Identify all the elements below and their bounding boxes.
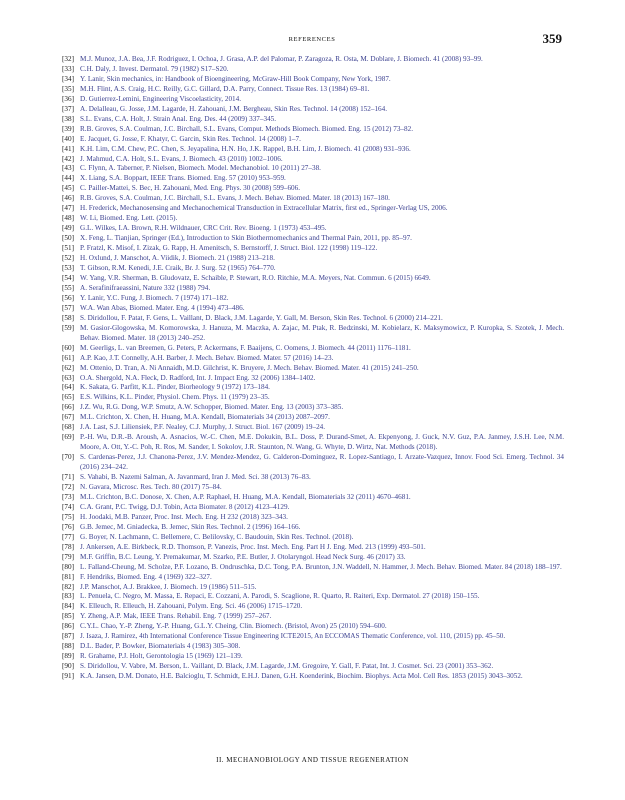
reference-citation-link[interactable]: O.A. Shergold, N.A. Fleck, D. Radford, Int. J. Impact Eng. 32 (2006) 1384–1402. bbox=[80, 373, 316, 382]
reference-number: [54] bbox=[62, 273, 74, 282]
reference-item bbox=[62, 65, 564, 75]
reference-number: [36] bbox=[62, 94, 74, 103]
reference-number: [72] bbox=[62, 482, 74, 491]
reference-item bbox=[62, 374, 564, 384]
reference-number: [87] bbox=[62, 632, 74, 641]
reference-citation-link[interactable]: R.B. Groves, S.A. Coulman, J.C. Birchall, S.L. Evans, Comput. Methods Biomech. Biomed. Eng. 15 (2012) 73–82. bbox=[80, 124, 414, 133]
reference-number: [47] bbox=[62, 204, 74, 213]
reference-item bbox=[62, 244, 564, 254]
reference-citation-link[interactable]: X. Feng, L. Tianjian, Springer (Ed.), Introduction to Skin Biothermomechanics and Thermal Pain, 2011, pp. 85–97. bbox=[80, 234, 412, 243]
reference-item bbox=[62, 493, 564, 503]
reference-number: [62] bbox=[62, 363, 74, 372]
reference-item bbox=[62, 344, 564, 354]
reference-citation-link[interactable]: Y. Zheng, A.P. Mak, IEEE Trans. Rehabil. Eng. 7 (1999) 257–267. bbox=[80, 612, 272, 621]
reference-citation-link[interactable]: M.H. Flint, A.S. Craig, H.C. Reilly, G.C. Gillard, D.A. Parry, Connect. Tissue Res. 13 (1984) 69–81. bbox=[80, 84, 370, 93]
reference-number: [70] bbox=[62, 453, 74, 462]
reference-item bbox=[62, 224, 564, 234]
reference-number: [58] bbox=[62, 313, 74, 322]
reference-citation-link[interactable]: A.P. Kao, J.T. Connelly, A.H. Barber, J. Mech. Behav. Biomed. Mater. 57 (2016) 14–23. bbox=[80, 353, 334, 362]
reference-number: [33] bbox=[62, 64, 74, 73]
reference-citation-link[interactable]: G.B. Jemec, M. Gniadecka, B. Jemec, Skin Res. Technol. 2 (1996) 164–166. bbox=[80, 522, 301, 531]
reference-number: [88] bbox=[62, 642, 74, 651]
reference-citation-link[interactable]: C.H. Daly, J. Invest. Dermatol. 79 (1982) S17–S20. bbox=[80, 64, 229, 73]
reference-number: [44] bbox=[62, 174, 74, 183]
reference-number: [51] bbox=[62, 244, 74, 253]
reference-number: [64] bbox=[62, 383, 74, 392]
reference-number: [83] bbox=[62, 592, 74, 601]
reference-item bbox=[62, 314, 564, 324]
reference-item bbox=[62, 543, 564, 553]
reference-citation-link[interactable]: C.Y.L. Chao, Y.-P. Zheng, Y.-P. Huang, G.L.Y. Cheing, Clin. Biomech. (Bristol, Avon) 25 (2010) 594–600. bbox=[80, 622, 387, 631]
reference-item bbox=[62, 652, 564, 662]
running-title: REFERENCES bbox=[288, 36, 336, 43]
reference-number: [55] bbox=[62, 283, 74, 292]
reference-citation-link[interactable]: T. Gibson, R.M. Kenedi, J.E. Craik, Br. J. Surg. 52 (1965) 764–770. bbox=[80, 264, 276, 273]
reference-citation-link[interactable]: C. Flynn, A. Taberner, P. Nielsen, Biomech. Model. Mechanobiol. 10 (2011) 27–38. bbox=[80, 164, 321, 173]
reference-number: [60] bbox=[62, 343, 74, 352]
reference-item bbox=[62, 284, 564, 294]
reference-number: [67] bbox=[62, 413, 74, 422]
reference-number: [46] bbox=[62, 194, 74, 203]
reference-item bbox=[62, 145, 564, 155]
reference-number: [74] bbox=[62, 502, 74, 511]
reference-number: [56] bbox=[62, 293, 74, 302]
reference-item bbox=[62, 55, 564, 65]
reference-number: [59] bbox=[62, 323, 74, 332]
reference-item bbox=[62, 155, 564, 165]
reference-item bbox=[62, 533, 564, 543]
reference-citation-link[interactable]: M.L. Crichton, B.C. Donose, X. Chen, A.P. Raphael, H. Huang, M.A. Kendall, Biomaterials 32 (2011) 4670–4681. bbox=[80, 492, 411, 501]
reference-item bbox=[62, 473, 564, 483]
reference-citation-link[interactable]: D. Gutierrez-Lemini, Engineering Viscoelasticity, 2014. bbox=[80, 94, 242, 103]
reference-citation-link[interactable]: J. Ankersen, A.E. Birkbeck, R.D. Thomson, P. Vanezis, Proc. Inst. Mech. Eng. Part H J. Eng. Med. 213 (1999) 493–501. bbox=[80, 542, 426, 551]
reference-citation-link[interactable]: M.L. Crichton, X. Chen, H. Huang, M.A. Kendall, Biomaterials 34 (2013) 2087–2097. bbox=[80, 413, 330, 422]
reference-citation-link[interactable]: E.S. Wilkins, K.L. Pinder, Physiol. Chem. Phys. 11 (1979) 23–35. bbox=[80, 393, 270, 402]
reference-item bbox=[62, 75, 564, 85]
reference-number: [49] bbox=[62, 224, 74, 233]
reference-number: [86] bbox=[62, 622, 74, 631]
reference-citation-link[interactable]: S. Diridollou, F. Patat, F. Gens, L. Vaillant, D. Black, J.M. Lagarde, Y. Gall, M. Berson, Skin Res. Technol. 6 (2000) 214–221. bbox=[80, 313, 443, 322]
reference-citation-link[interactable]: M. Ottenio, D. Tran, A. Ni Annaidh, M.D. Gilchrist, K. Bruyere, J. Mech. Behav. Biomed. Mater. 41 (2015) 241–250. bbox=[80, 363, 419, 372]
reference-citation-link[interactable]: N. Gavara, Microsc. Res. Tech. 80 (2017) 75–84. bbox=[80, 482, 222, 491]
reference-item bbox=[62, 184, 564, 194]
reference-number: [68] bbox=[62, 423, 74, 432]
reference-item bbox=[62, 324, 564, 344]
reference-citation-link[interactable]: A. Delalleau, G. Josse, J.M. Lagarde, H. Zahouani, J.M. Bergheau, Skin Res. Technol. 14 (2008) 152–164. bbox=[80, 104, 388, 113]
reference-item bbox=[62, 125, 564, 135]
reference-item bbox=[62, 453, 564, 473]
reference-citation-link[interactable]: K.A. Jansen, D.M. Donato, H.E. Balcioglu, T. Schmidt, E.H.J. Danen, G.H. Koenderink, Biochim. Biophys. Acta Mol. Cell Res. 1853 (2015) 3043–3052. bbox=[80, 672, 523, 681]
reference-number: [69] bbox=[62, 433, 74, 442]
reference-item bbox=[62, 672, 564, 682]
reference-item bbox=[62, 592, 564, 602]
reference-number: [41] bbox=[62, 144, 74, 153]
reference-item bbox=[62, 294, 564, 304]
reference-citation-link[interactable]: M.F. Griffin, B.C. Leung, Y. Premakumar, M. Szarko, P.E. Butler, J. Otolaryngol. Head Neck Surg. 46 (2017) 33. bbox=[80, 552, 406, 561]
reference-citation-link[interactable]: G.L. Wilkes, I.A. Brown, R.H. Wildnauer, CRC Crit. Rev. Bioeng. 1 (1973) 453–495. bbox=[80, 224, 327, 233]
reference-citation-link[interactable]: R. Grahame, P.J. Holt, Gerontologia 15 (1969) 121–139. bbox=[80, 652, 243, 661]
reference-item bbox=[62, 174, 564, 184]
reference-number: [66] bbox=[62, 403, 74, 412]
reference-citation-link[interactable]: C.A. Grant, P.C. Twigg, D.J. Tobin, Acta Biomater. 8 (2012) 4123–4129. bbox=[80, 502, 290, 511]
reference-citation-link[interactable]: Y. Lanir, Y.C. Fung, J. Biomech. 7 (1974) 171–182. bbox=[80, 293, 229, 302]
reference-citation-link[interactable]: E. Jacquet, G. Josse, F. Khatyr, C. Garcin, Skin Res. Technol. 14 (2008) 1–7. bbox=[80, 134, 301, 143]
reference-item bbox=[62, 95, 564, 105]
reference-number: [39] bbox=[62, 124, 74, 133]
reference-citation-link[interactable]: S. Diridollou, V. Vabre, M. Berson, L. Vaillant, D. Black, J.M. Lagarde, J.M. Gregoire, Y. Gall, F. Patat, Int. J. Cosmet. Sci. 23 (2001) 353–362. bbox=[80, 662, 494, 671]
reference-citation-link[interactable]: H. Joodaki, M.B. Panzer, Proc. Inst. Mech. Eng. H 232 (2018) 323–343. bbox=[80, 512, 288, 521]
reference-number: [81] bbox=[62, 572, 74, 581]
reference-number: [89] bbox=[62, 652, 74, 661]
reference-citation-link[interactable]: J. Isaza, J. Ramirez, 4th International Conference Tissue Engineering ICTE2015, An ECCOMAS Thematic Conference, vol. 110, (2015) pp. 45–50. bbox=[80, 632, 506, 641]
reference-number: [43] bbox=[62, 164, 74, 173]
reference-citation-link[interactable]: J. Mahmud, C.A. Holt, S.L. Evans, J. Biomech. 43 (2010) 1002–1006. bbox=[80, 154, 283, 163]
reference-number: [35] bbox=[62, 84, 74, 93]
reference-number: [37] bbox=[62, 104, 74, 113]
reference-number: [48] bbox=[62, 214, 74, 223]
running-header bbox=[62, 31, 562, 47]
reference-citation-link[interactable]: X. Liang, S.A. Boppart, IEEE Trans. Biomed. Eng. 57 (2010) 953–959. bbox=[80, 174, 286, 183]
reference-citation-link[interactable]: D.L. Bader, P. Bowker, Biomaterials 4 (1983) 305–308. bbox=[80, 642, 241, 651]
reference-citation-link[interactable]: S. Vahabi, B. Nazemi Salman, A. Javanmard, Iran J. Med. Sci. 38 (2013) 76–83. bbox=[80, 473, 311, 482]
reference-item bbox=[62, 602, 564, 612]
reference-item bbox=[62, 503, 564, 513]
reference-item bbox=[62, 383, 564, 393]
reference-number: [78] bbox=[62, 542, 74, 551]
reference-list bbox=[62, 55, 564, 682]
reference-citation-link[interactable]: H. Frederick, Mechanosensing and Mechanochemical Transduction in Extracellular Matrix, first ed., Springer-Verlag US, 2006. bbox=[80, 204, 448, 213]
reference-number: [61] bbox=[62, 353, 74, 362]
reference-number: [85] bbox=[62, 612, 74, 621]
reference-item bbox=[62, 234, 564, 244]
reference-citation-link[interactable]: S. Cardenas-Perez, J.J. Chanona-Perez, J.V. Mendez-Mendez, G. Calderon-Dominguez, R. Lopez-Santiago, I. Arzate-Vazquez, Innov. Food Sci. Emerg. Technol. 34 (2016) 234–242. bbox=[80, 453, 564, 472]
reference-citation-link[interactable]: W.A. Wan Abas, Biomed. Mater. Eng. 4 (1994) 473–486. bbox=[80, 303, 245, 312]
reference-item bbox=[62, 364, 564, 374]
reference-number: [77] bbox=[62, 532, 74, 541]
reference-number: [45] bbox=[62, 184, 74, 193]
reference-citation-link[interactable]: K.H. Lim, C.M. Chew, P.C. Chen, S. Jeyapalina, H.N. Ho, J.K. Rappel, B.H. Lim, J. Biomech. 41 (2008) 931–936. bbox=[80, 144, 411, 153]
reference-number: [73] bbox=[62, 492, 74, 501]
reference-item bbox=[62, 85, 564, 95]
reference-number: [79] bbox=[62, 552, 74, 561]
reference-citation-link[interactable]: S.L. Evans, C.A. Holt, J. Strain Anal. Eng. Des. 44 (2009) 337–345. bbox=[80, 114, 277, 123]
reference-citation-link[interactable]: L. Falland-Cheung, M. Scholze, P.F. Lozano, B. Ondruschka, D.C. Tong, P.A. Brunton, J.N. Waddell, N. Hammer, J. Mech. Behav. Biomed. Mater. 84 (2018) 188–197. bbox=[80, 562, 562, 571]
reference-number: [50] bbox=[62, 234, 74, 243]
reference-item bbox=[62, 194, 564, 204]
reference-item bbox=[62, 523, 564, 533]
reference-item bbox=[62, 135, 564, 145]
reference-item bbox=[62, 622, 564, 632]
reference-item bbox=[62, 413, 564, 423]
reference-number: [63] bbox=[62, 373, 74, 382]
reference-number: [84] bbox=[62, 602, 74, 611]
reference-number: [80] bbox=[62, 562, 74, 571]
reference-citation-link[interactable]: A. Serafinifraeassini, Nature 332 (1988) 794. bbox=[80, 283, 211, 292]
reference-item bbox=[62, 632, 564, 642]
reference-citation-link[interactable]: G. Boyer, N. Lachmann, C. Bellemere, C. Belilovsky, C. Baudouin, Skin Res. Technol. (2018). bbox=[80, 532, 354, 541]
reference-number: [52] bbox=[62, 254, 74, 263]
reference-item bbox=[62, 115, 564, 125]
reference-citation-link[interactable]: M. Geerligs, L. van Breemen, G. Peters, P. Ackermans, F. Baaijens, C. Oomens, J. Biomech. 44 (2011) 1176–1181. bbox=[80, 343, 411, 352]
reference-item bbox=[62, 553, 564, 563]
reference-item bbox=[62, 354, 564, 364]
reference-item bbox=[62, 563, 564, 573]
reference-citation-link[interactable]: H. Oxlund, J. Manschot, A. Viidik, J. Biomech. 21 (1988) 213–218. bbox=[80, 254, 275, 263]
reference-item bbox=[62, 164, 564, 174]
reference-item bbox=[62, 573, 564, 583]
reference-item bbox=[62, 204, 564, 214]
reference-item bbox=[62, 423, 564, 433]
reference-citation-link[interactable]: C. Pailler-Mattei, S. Bec, H. Zahouani, Med. Eng. Phys. 30 (2008) 599–606. bbox=[80, 184, 301, 193]
reference-item bbox=[62, 105, 564, 115]
reference-citation-link[interactable]: W. Yang, V.R. Sherman, B. Gludovatz, E. Schaible, P. Stewart, R.O. Ritchie, M.A. Meyers, Nat. Commun. 6 (2015) 6649. bbox=[80, 273, 431, 282]
reference-number: [38] bbox=[62, 114, 74, 123]
reference-number: [71] bbox=[62, 473, 74, 482]
reference-number: [91] bbox=[62, 672, 74, 681]
reference-item bbox=[62, 254, 564, 264]
reference-item bbox=[62, 264, 564, 274]
reference-number: [40] bbox=[62, 134, 74, 143]
reference-citation-link[interactable]: P. Fratzl, K. Misof, I. Zizak, G. Rapp, H. Amenitsch, S. Bernstorff, J. Struct. Biol. 122 (1998) 119–122. bbox=[80, 244, 378, 253]
reference-item bbox=[62, 483, 564, 493]
reference-item bbox=[62, 274, 564, 284]
reference-number: [76] bbox=[62, 522, 74, 531]
page-footer: II. MECHANOBIOLOGY AND TISSUE REGENERATION bbox=[216, 756, 409, 764]
reference-citation-link[interactable]: M. Gasior-Glogowska, M. Komorowska, J. Hanuza, M. Maczka, A. Zajac, M. Ptak, R. Bedzinski, M. Kobielarz, K. Maksymowicz, P. Kuropka, S. Szotek, J. Mech. Behav. Biomed. Mater. 18 (2013) 240–252. bbox=[80, 323, 564, 342]
reference-number: [32] bbox=[62, 55, 74, 63]
reference-item bbox=[62, 214, 564, 224]
reference-number: [82] bbox=[62, 582, 74, 591]
reference-citation-link[interactable]: J.P. Manschot, A.J. Brakkee, J. Biomech. 19 (1986) 511–515. bbox=[80, 582, 257, 591]
page-number: 359 bbox=[542, 31, 562, 46]
reference-item bbox=[62, 304, 564, 314]
reference-citation-link[interactable]: M.J. Munoz, J.A. Bea, J.F. Rodriguez, I. Ochoa, J. Grasa, A.P. del Palomar, P. Zaragoza, R. Osta, M. Doblare, J. Biomech. 41 (2008) 93–99. bbox=[80, 55, 483, 63]
reference-number: [34] bbox=[62, 74, 74, 83]
reference-citation-link[interactable]: K. Elleuch, R. Elleuch, H. Zahouani, Polym. Eng. Sci. 46 (2006) 1715–1720. bbox=[80, 602, 303, 611]
reference-number: [75] bbox=[62, 512, 74, 521]
reference-item bbox=[62, 433, 564, 453]
reference-citation-link[interactable]: R.B. Groves, S.A. Coulman, J.C. Birchall, S.L. Evans, J. Mech. Behav. Biomed. Mater. 18 (2013) 167–180. bbox=[80, 194, 390, 203]
reference-citation-link[interactable]: W. Li, Biomed. Eng. Lett. (2015). bbox=[80, 214, 178, 223]
reference-citation-link[interactable]: Y. Lanir, Skin mechanics, in: Handbook of Bioengineering, McGraw-Hill Book Company, New York, 1987. bbox=[80, 74, 391, 83]
reference-citation-link[interactable]: F. Hendriks, Biomed. Eng. 4 (1969) 322–327. bbox=[80, 572, 212, 581]
reference-citation-link[interactable]: J.A. Last, S.J. Liliensiek, P.F. Nealey, C.J. Murphy, J. Struct. Biol. 167 (2009) 19–24. bbox=[80, 423, 326, 432]
reference-citation-link[interactable]: K. Sakata, G. Parfitt, K.L. Pinder, Biorheology 9 (1972) 173–184. bbox=[80, 383, 270, 392]
reference-item bbox=[62, 393, 564, 403]
reference-number: [42] bbox=[62, 154, 74, 163]
reference-item bbox=[62, 612, 564, 622]
reference-citation-link[interactable]: J.Z. Wu, R.G. Dong, W.P. Smutz, A.W. Schopper, Biomed. Mater. Eng. 13 (2003) 373–385. bbox=[80, 403, 344, 412]
reference-item bbox=[62, 583, 564, 593]
reference-citation-link[interactable]: P.-H. Wu, D.R.-B. Aroush, A. Asnacios, W.-C. Chen, M.E. Dokukin, B.L. Doss, P. Durand-Smet, A. Ekpenyong, J. Guck, N.V. Guz, P.A. Janmey, J.S.H. Lee, N.M. Moore, A. Ott, Y.-C. Poh, R. Ros, M. Sander, I. Sokolov, J.R. Staunton, N. Wang, G. Whyte, D. Wirtz, Nat. Methods (2018). bbox=[80, 433, 564, 452]
reference-item bbox=[62, 513, 564, 523]
reference-number: [53] bbox=[62, 264, 74, 273]
reference-item bbox=[62, 403, 564, 413]
reference-item bbox=[62, 642, 564, 652]
reference-item bbox=[62, 662, 564, 672]
reference-number: [65] bbox=[62, 393, 74, 402]
reference-number: [90] bbox=[62, 662, 74, 671]
reference-citation-link[interactable]: L. Penuela, C. Negro, M. Massa, E. Repaci, E. Cozzani, A. Parodi, S. Scaglione, R. Quarto, R. Raiteri, Exp. Dermatol. 27 (2018) 150–155. bbox=[80, 592, 480, 601]
reference-number: [57] bbox=[62, 303, 74, 312]
